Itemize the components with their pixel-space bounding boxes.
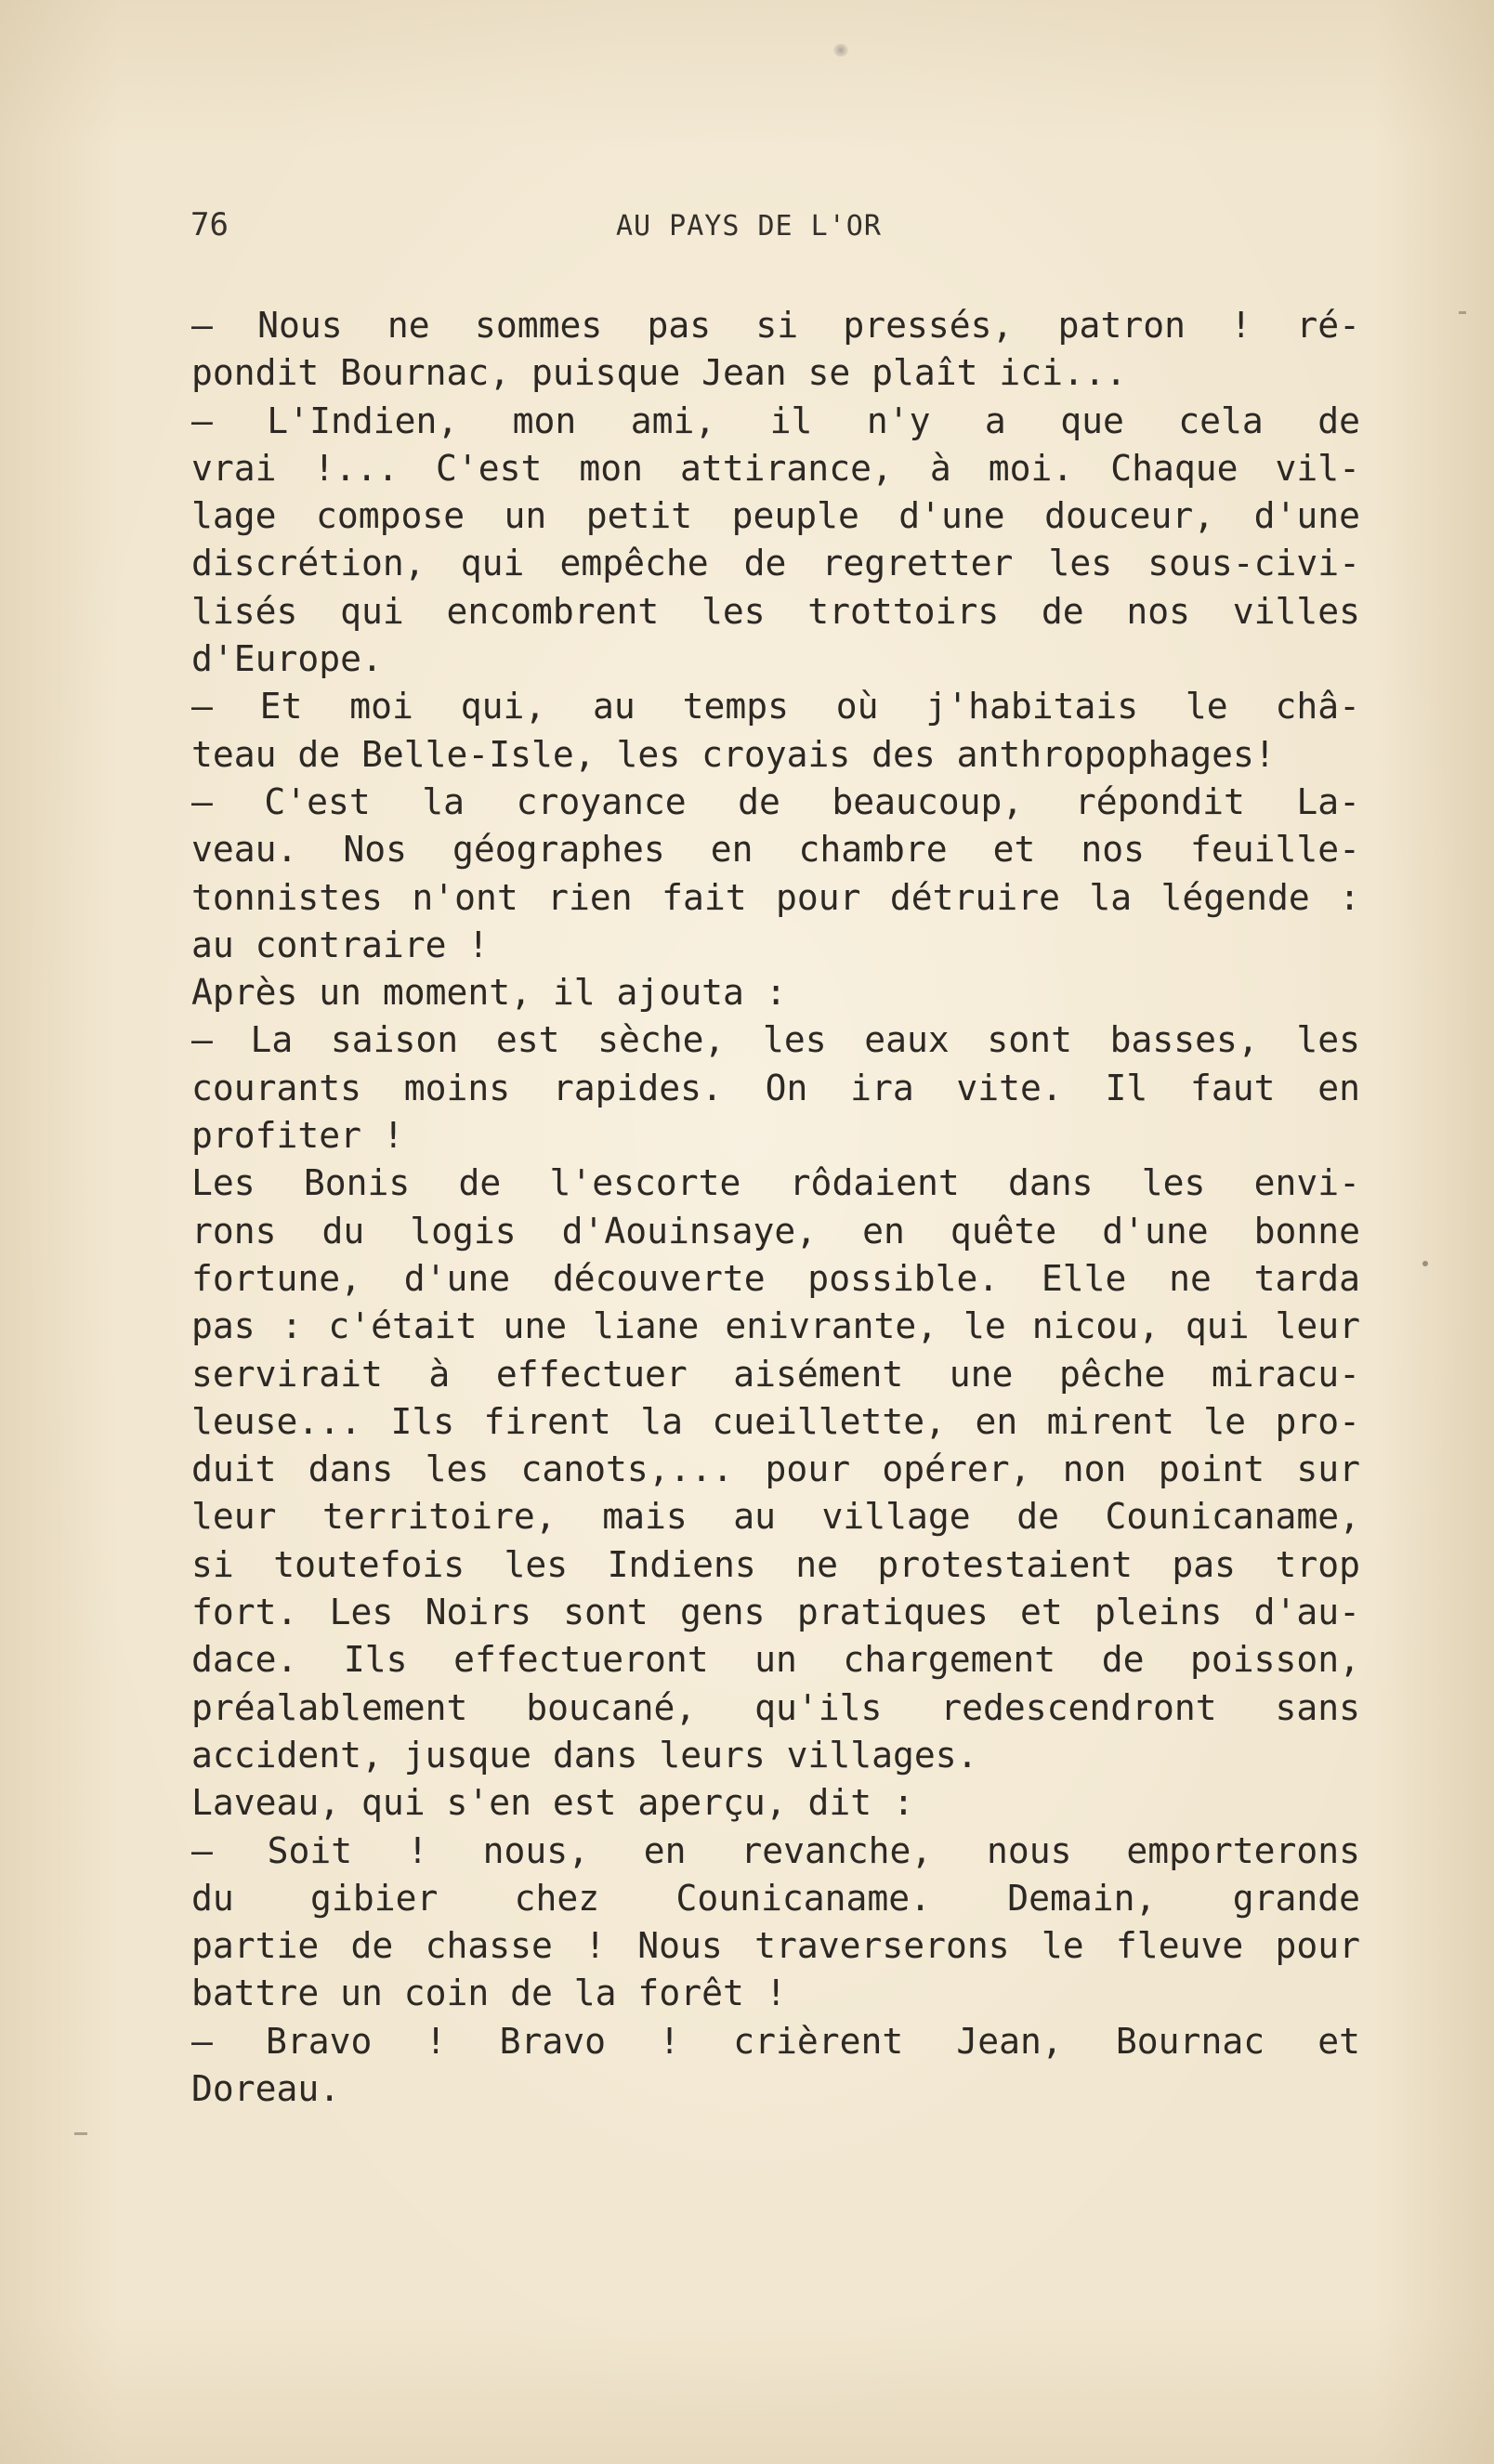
text-line: leur territoire, mais au village de Counicaname, [191,1496,1360,1538]
text-line: Après un moment, il ajouta : [191,972,787,1014]
margin-mark [1422,1261,1428,1266]
text-line: — Soit ! nous, en revanche, nous emporterons [191,1829,1360,1871]
text-line: au contraire ! [191,924,490,965]
running-title: AU PAYS DE L'OR [616,210,882,242]
margin-mark [1459,311,1466,314]
text-line: dace. Ils effectueront un chargement de poisson, [191,1639,1360,1681]
text-line: Laveau, qui s'en est aperçu, dit : [191,1782,914,1824]
text-line: fortune, d'une découverte possible. Elle ne tarda [191,1257,1360,1299]
text-line: — C'est la croyance de beaucoup, répondit La- [191,780,1360,822]
text-line: — Nous ne sommes pas si pressés, patron ! ré- [191,305,1360,346]
text-line: tonnistes n'ont rien fait pour détruire la légende : [191,876,1360,918]
text-line: Les Bonis de l'escorte rôdaient dans les envi- [191,1162,1360,1204]
text-line: accident, jusque dans leurs villages. [191,1734,978,1776]
page-number: 76 [190,206,229,243]
text-line: duit dans les canots,... pour opérer, non point sur [191,1448,1360,1490]
text-line: battre un coin de la forêt ! [191,1973,787,2014]
margin-mark [74,2132,87,2135]
text-line: — L'Indien, mon ami, il n'y a que cela de [191,400,1360,441]
text-line: profiter ! [191,1115,404,1157]
text-line: pas : c'était une liane enivrante, le nicou, qui leur [191,1305,1360,1347]
ink-speck [833,44,848,57]
text-line: servirait à effectuer aisément une pêche miracu- [191,1353,1360,1395]
text-line: rons du logis d'Aouinsaye, en quête d'une bonne [191,1210,1360,1252]
text-line: courants moins rapides. On ira vite. Il faut en [191,1067,1360,1108]
text-line: lage compose un petit peuple d'une douceur, d'une [191,495,1360,537]
text-line: — Bravo ! Bravo ! crièrent Jean, Bournac et [191,2020,1360,2062]
body-text [191,302,1360,2113]
text-line: fort. Les Noirs sont gens pratiques et pleins d'au- [191,1592,1360,1633]
text-line: du gibier chez Counicaname. Demain, grande [191,1877,1360,1919]
text-line: discrétion, qui empêche de regretter les sous-civi- [191,543,1360,584]
text-line: Doreau. [191,2067,341,2109]
text-line: préalablement boucané, qu'ils redescendront sans [191,1686,1360,1728]
page-header [190,206,1361,243]
text-line: teau de Belle-Isle, les croyais des anthropophages! [191,733,1276,775]
text-line: leuse... Ils firent la cueillette, en mirent le pro- [191,1400,1360,1442]
text-line: vrai !... C'est mon attirance, à moi. Chaque vil- [191,447,1360,489]
text-line: lisés qui encombrent les trottoirs de nos villes [191,590,1360,632]
text-line: pondit Bournac, puisque Jean se plaît ici... [191,352,1127,394]
text-line: — La saison est sèche, les eaux sont basses, les [191,1019,1360,1061]
text-line: si toutefois les Indiens ne protestaient pas trop [191,1543,1360,1585]
text-line: partie de chasse ! Nous traverserons le fleuve pour [191,1925,1360,1967]
text-line: — Et moi qui, au temps où j'habitais le châ- [191,686,1360,727]
text-line: veau. Nos géographes en chambre et nos feuille- [191,829,1360,871]
text-line: d'Europe. [191,638,383,680]
